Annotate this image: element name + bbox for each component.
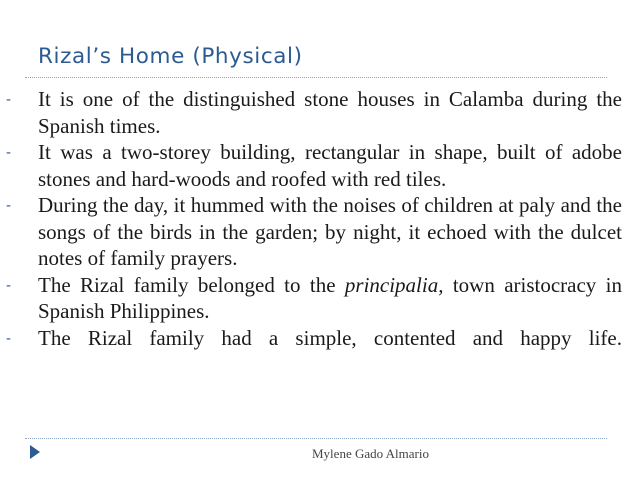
bullet-marker: - [6, 91, 11, 108]
bullet-text-part: The Rizal family belonged to the [38, 272, 345, 297]
bullet-text: It was a two-storey building, rectangular in shape, built of adobe stones and hard-woods and roofed with red tiles. [38, 140, 622, 191]
footer-author: Mylene Gado Almario [312, 446, 429, 461]
bullet-text [38, 272, 622, 325]
bullet-text-part: town aristocracy in Spanish Philippines. [38, 272, 622, 323]
bullet-marker: - [6, 197, 11, 214]
bullet-marker: - [6, 144, 11, 161]
bullet-marker: - [6, 329, 11, 347]
slide-title: Rizal’s Home (Physical) [38, 44, 303, 69]
bullet-text: The Rizal family had a simple, contented and happy life. [38, 325, 622, 350]
play-triangle-icon [30, 445, 40, 459]
bullet-item [6, 192, 622, 272]
bullet-item [6, 86, 622, 139]
bullet-item [6, 272, 622, 325]
bullet-text: During the day, it hummed with the noises of children at paly and the songs of the birds in the garden; by night, it echoed with the dulcet notes of family prayers. [38, 193, 622, 270]
bullet-item [6, 325, 622, 352]
bullet-marker: - [6, 276, 11, 294]
bullet-emphasis: principalia, [344, 272, 444, 297]
bullet-item [6, 139, 622, 192]
bullet-text: It is one of the distinguished stone houses in Calamba during the Spanish times. [38, 87, 622, 138]
footer-divider [25, 438, 607, 439]
bullet-list [6, 86, 622, 351]
title-divider [25, 77, 607, 78]
